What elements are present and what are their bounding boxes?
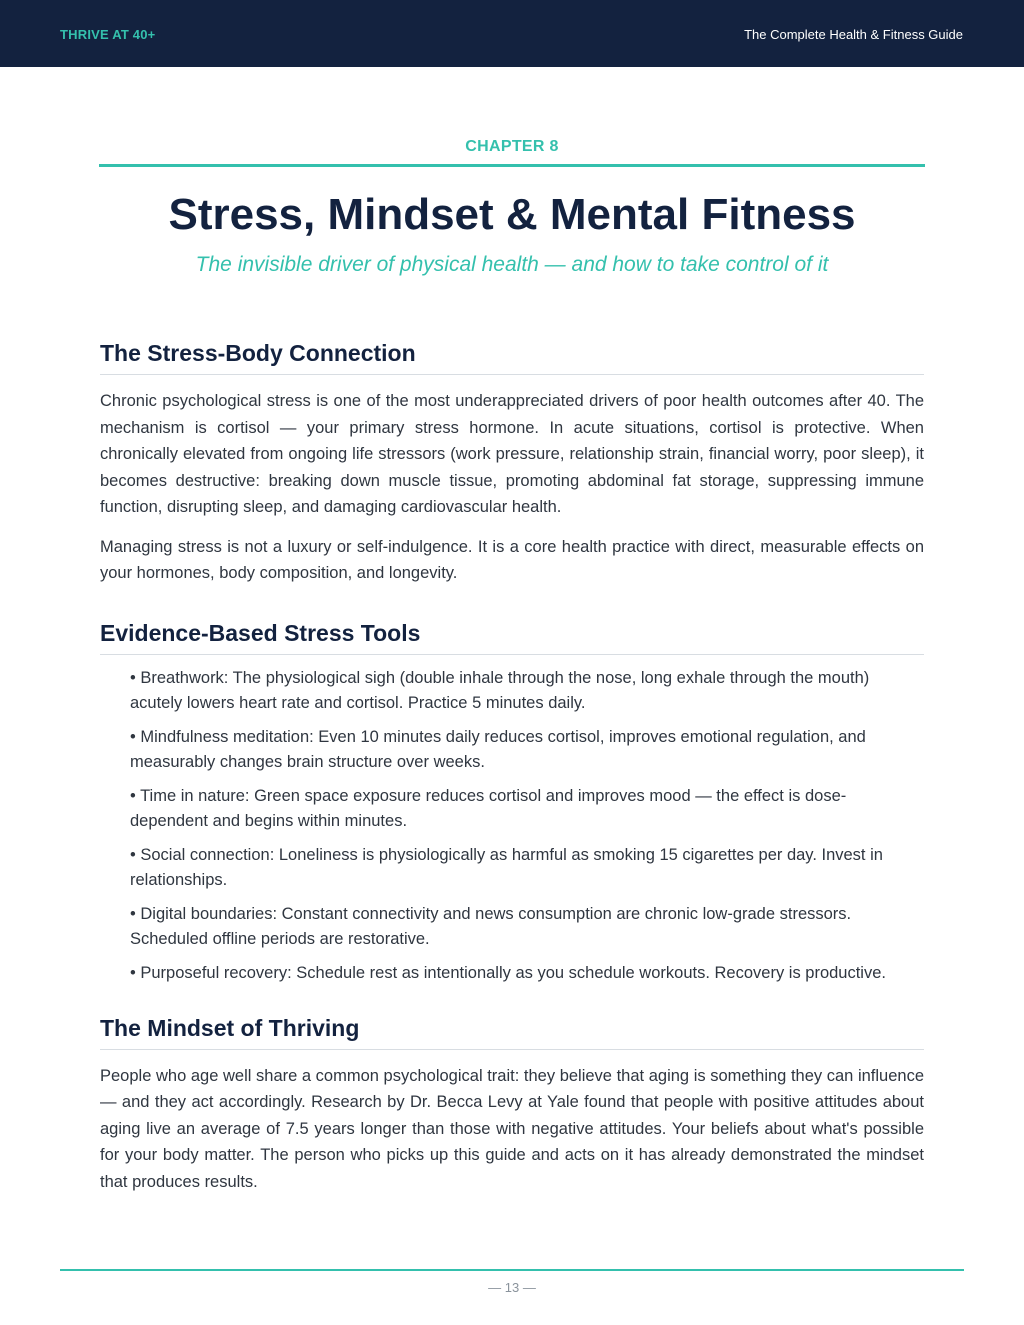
section-heading: The Mindset of Thriving — [100, 1012, 924, 1050]
top-header-bar — [0, 0, 1024, 67]
stress-tools-list — [100, 666, 924, 986]
brand-label: THRIVE AT 40+ — [60, 27, 156, 42]
chapter-title: Stress, Mindset & Mental Fitness — [168, 190, 856, 239]
guide-title: The Complete Health & Fitness Guide — [744, 27, 963, 42]
footer-divider — [60, 1269, 964, 1271]
page-number: — 13 — — [488, 1280, 536, 1295]
chapter-divider — [99, 164, 925, 167]
list-item: • Mindfulness meditation: Even 10 minutes daily reduces cortisol, improves emotional regulation, and measurably changes brain structure over weeks. — [130, 727, 866, 771]
list-item: • Purposeful recovery: Schedule rest as intentionally as you schedule workouts. Recovery is productive. — [130, 963, 886, 982]
section-stress-body-connection — [100, 337, 924, 587]
chapter-label: CHAPTER 8 — [465, 138, 559, 155]
section-heading: Evidence-Based Stress Tools — [100, 617, 924, 655]
list-item: • Breathwork: The physiological sigh (double inhale through the nose, long exhale through the mouth) acutely lowers heart rate and cortisol. Practice 5 minutes daily. — [130, 668, 870, 712]
list-item: • Time in nature: Green space exposure reduces cortisol and improves mood — the effect is dose-dependent and begins within minutes. — [130, 786, 847, 830]
section-heading: The Stress-Body Connection — [100, 337, 924, 375]
body-paragraph: Chronic psychological stress is one of the most underappreciated drivers of poor health outcomes after 40. The mechanism is cortisol — your primary stress hormone. In acute situations, cortisol is protective. When chronically elevated from ongoing life stressors (work pressure, relationship strain, financial worry, poor sleep), it becomes destructive: breaking down muscle tissue, promoting abdominal fat storage, suppressing immune function, disrupting sleep, and damaging cardiovascular health. — [100, 392, 924, 516]
list-item: • Digital boundaries: Constant connectivity and news consumption are chronic low-grade stressors. Scheduled offline periods are restorative. — [130, 904, 852, 948]
list-item: • Social connection: Loneliness is physiologically as harmful as smoking 15 cigarettes per day. Invest in relationships. — [130, 845, 883, 889]
body-paragraph: People who age well share a common psychological trait: they believe that aging is something they can influence — and they act accordingly. Research by Dr. Becca Levy at Yale found that people with positive attitudes about aging live an average of 7.5 years longer than those with negative attitudes. Your beliefs about what's possible for your body matter. The person who picks up this guide and acts on it has already demonstrated the mindset that produces results. — [100, 1066, 924, 1191]
section-mindset-of-thriving — [100, 1012, 924, 1196]
body-paragraph: Managing stress is not a luxury or self-indulgence. It is a core health practice with direct, measurable effects on your hormones, body composition, and longevity. — [100, 537, 924, 582]
chapter-subtitle: The invisible driver of physical health — and how to take control of it — [195, 253, 829, 276]
section-stress-tools — [100, 617, 924, 986]
chapter-content — [100, 337, 924, 1195]
